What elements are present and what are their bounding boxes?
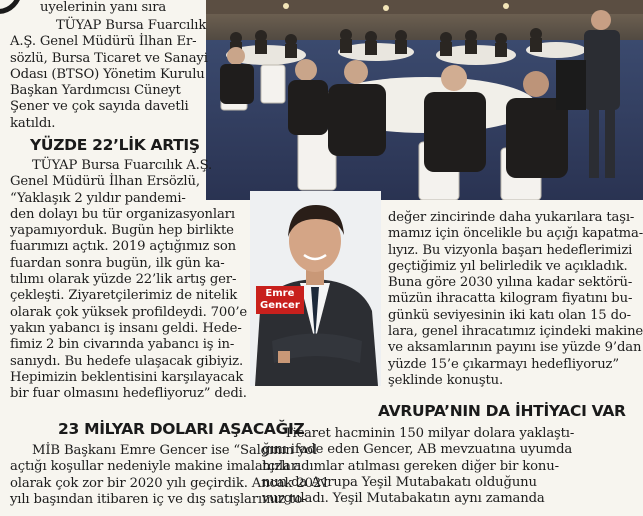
text-line: müzün ihracatta kilogram fiyatını bu- [388,291,633,307]
column-2-bottom [262,426,574,507]
text-line: den dolayı bu tür organizasyonları [10,206,235,222]
text-line: Şener ve çok sayıda davetli [10,99,189,115]
text-line: fimiz 2 bin civarında yabancı iş in- [10,337,235,353]
text-line: yılı başından itibaren iç ve dış satışlarımız to- [10,491,307,507]
text-line: Odası (BTSO) Yönetim Kurulu [10,66,205,82]
heading-yuzde-22-lik-artis: YÜZDE 22’LİK ARTIŞ [30,136,200,154]
text-line: yüzde 15’e çıkarmayı hedefliyoruz” [388,356,619,372]
portrait-caption-line2: Gencer [260,300,300,311]
text-line: katıldı. [10,115,56,131]
text-line: sözlü, Bursa Ticaret ve Sanayi [10,50,208,66]
text-line: geçtiğimiz yıl belirledik ve açıkladık. [388,258,628,274]
text-line: fuarımızı açtık. 2019 açtığımız son [10,239,236,255]
text-line: A.Ş. Genel Müdürü İlhan Er- [10,34,197,50]
column-1-body [10,158,247,402]
text-line: Genel Müdürü İlhan Ersözlü, [10,174,200,190]
column-1-intro-rest [10,18,208,132]
text-line: nun da Avrupa Yeşil Mutabakatı olduğunu [262,474,537,490]
text-line: fuardan sonra bugün, ilk gün ka- [10,255,225,271]
text-line: olarak çok yüksek profildeydi. 700’e [10,304,248,320]
text-line: vurguladı. Yeşil Mutabakatın aynı zamanda [262,491,545,507]
heading-avrupanin-da-ihtiyaci-var: AVRUPA’NIN DA İHTİYACI VAR [378,402,626,420]
column-2-body [388,210,643,389]
text-line: TÜYAP Bursa Fuarcılık [56,18,207,33]
portrait-photo [250,191,381,386]
heading-23-milyar-dolari-asacagiz: 23 MİLYAR DOLARI AŞACAĞIZ [58,420,305,438]
text-line: olarak çok zor bir 2020 yılı geçirdik. Ancak 2021 [10,475,330,491]
text-line: lıyız. Bu vizyonla başarı hedeflerimizi [388,242,633,258]
text-line: açtığı koşullar nedeniyle makine imalatçıları [10,459,302,475]
text-line: Ticaret hacminin 150 milyar dolara yaklaştı- [284,426,575,441]
text-line: ve aksamlarının payını ise yüzde 9’dan [388,340,642,356]
text-line: mamız için öncelikle bu açığı kapatma- [388,226,643,242]
portrait-caption [256,286,304,314]
text-line: şeklinde konuştu. [388,372,504,388]
text-line: sanıydı. Bu hedefe ulaşacak gibiyiz. [10,353,243,369]
text-line: yakın yabancı iş insanı geldi. Hede- [10,320,242,336]
text-line: çekleşti. Ziyaretçilerimiz de nitelik [10,288,238,304]
conference-photo [206,0,643,200]
text-line: lara, genel ihracatımız içindeki makine [388,324,643,340]
text-line: TÜYAP Bursa Fuarcılık A.Ş. [32,158,213,173]
text-line: değer zincirinde daha yukarılara taşı- [388,210,635,225]
text-line: yapamıyorduk. Bugün hep birlikte [10,223,234,239]
text-line: Hepimizin beklentisini karşılayacak [10,369,244,385]
text-line: bir fuar olmasını hedefliyoruz” dedi. [10,386,247,402]
drop-cap-o [0,0,22,14]
text-line: Başkan Yardımcısı Cüneyt [10,83,181,99]
text-line: “Yaklaşık 2 yıldır pandemi- [10,190,186,206]
text-line: tılımı olarak yüzde 22’lik artış ger- [10,272,237,288]
text-line: hızlı adımlar atılması gereken diğer bir konu- [262,458,559,474]
text-line: Buna göre 2030 yılına kadar sektörü- [388,275,633,291]
text-line: MİB Başkanı Emre Gencer ise “Salgının yol [32,443,317,458]
portrait-caption-line1: Emre [265,288,295,299]
column-1-intro [22,0,166,16]
text-line: ğını ifade eden Gencer, AB mevzuatına uyumda [262,442,573,458]
text-line: günkü seviyesinin iki katı olan 15 do- [388,307,631,323]
text-line: uyelerinin yanı sıra [40,0,167,15]
